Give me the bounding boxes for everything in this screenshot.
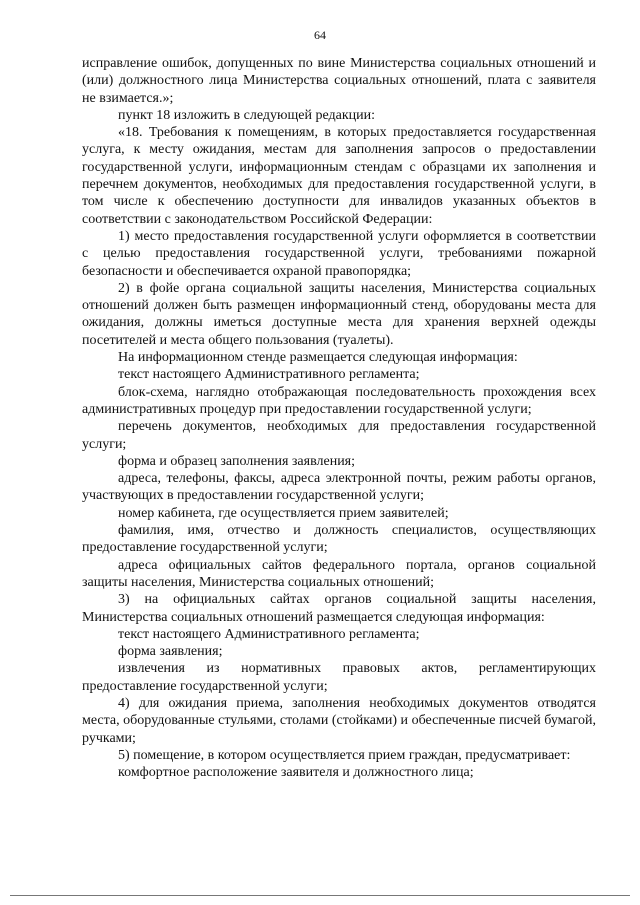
page-number: 64	[314, 28, 326, 42]
paragraph: 3) на официальных сайтах органов социальной защиты населения, Министерства социальных отношений размещается следующая информация:	[82, 592, 596, 625]
paragraph: адреса официальных сайтов федерального портала, органов социальной защиты населения, Министерства социальных отношений;	[82, 557, 596, 590]
paragraph: текст настоящего Административного регламента;	[118, 626, 420, 642]
paragraph: На информационном стенде размещается следующая информация:	[118, 350, 518, 366]
paragraph: 2) в фойе органа социальной защиты населения, Министерства социальных отношений должен быть размещен информационный стенд, оборудованы места для ожидания, должны иметься доступные места для хранения верхней одежды посетителей и места общего пользования (туалеты).	[82, 280, 596, 348]
paragraph: пункт 18 изложить в следующей редакции:	[118, 107, 375, 123]
page-bottom-rule	[10, 895, 630, 896]
paragraph: блок-схема, наглядно отображающая последовательность прохождения всех административных процедур при предоставлении государственной услуги;	[82, 384, 596, 417]
paragraph: 4) для ожидания приема, заполнения необходимых документов отводятся места, оборудованные стульями, столами (стойками) и обеспеченные писчей бумагой, ручками;	[82, 695, 596, 746]
paragraph: номер кабинета, где осуществляется прием заявителей;	[118, 505, 449, 521]
paragraph: форма заявления;	[118, 644, 223, 660]
paragraph: перечень документов, необходимых для предоставления государственной услуги;	[82, 419, 596, 452]
paragraph: 1) место предоставления государственной услуги оформляется в соответствии с целью предоставления государственной услуги, требованиями пожарной безопасности и обеспечивается охраной правопорядка;	[82, 228, 596, 279]
paragraph: текст настоящего Административного регламента;	[118, 367, 420, 383]
paragraph: комфортное расположение заявителя и должностного лица;	[118, 765, 474, 781]
paragraph: адреса, телефоны, факсы, адреса электронной почты, режим работы органов, участвующих в предоставлении государственной услуги;	[82, 471, 596, 504]
paragraph: «18. Требования к помещениям, в которых предоставляется государственная услуга, к месту ожидания, местам для заполнения запросов о предоставлении государственной услуги, информационным стендам с образцами их заполнения и перечнем документов, необходимых для предоставления государственной услуги, в том числе к обеспечению доступности для инвалидов указанных объектов в соответствии с законодательством Российской Федерации:	[82, 125, 596, 227]
paragraph: фамилия, имя, отчество и должность специалистов, осуществляющих предоставление государственной услуги;	[82, 523, 596, 556]
document-body	[82, 55, 596, 781]
paragraph: 5) помещение, в котором осуществляется прием граждан, предусматривает:	[118, 747, 571, 763]
paragraph: исправление ошибок, допущенных по вине Министерства социальных отношений и (или) должностного лица Министерства социальных отношений, плата с заявителя не взимается.»;	[82, 56, 596, 106]
paragraph: извлечения из нормативных правовых актов, регламентирующих предоставление государственной услуги;	[82, 661, 596, 694]
paragraph: форма и образец заполнения заявления;	[118, 453, 356, 469]
